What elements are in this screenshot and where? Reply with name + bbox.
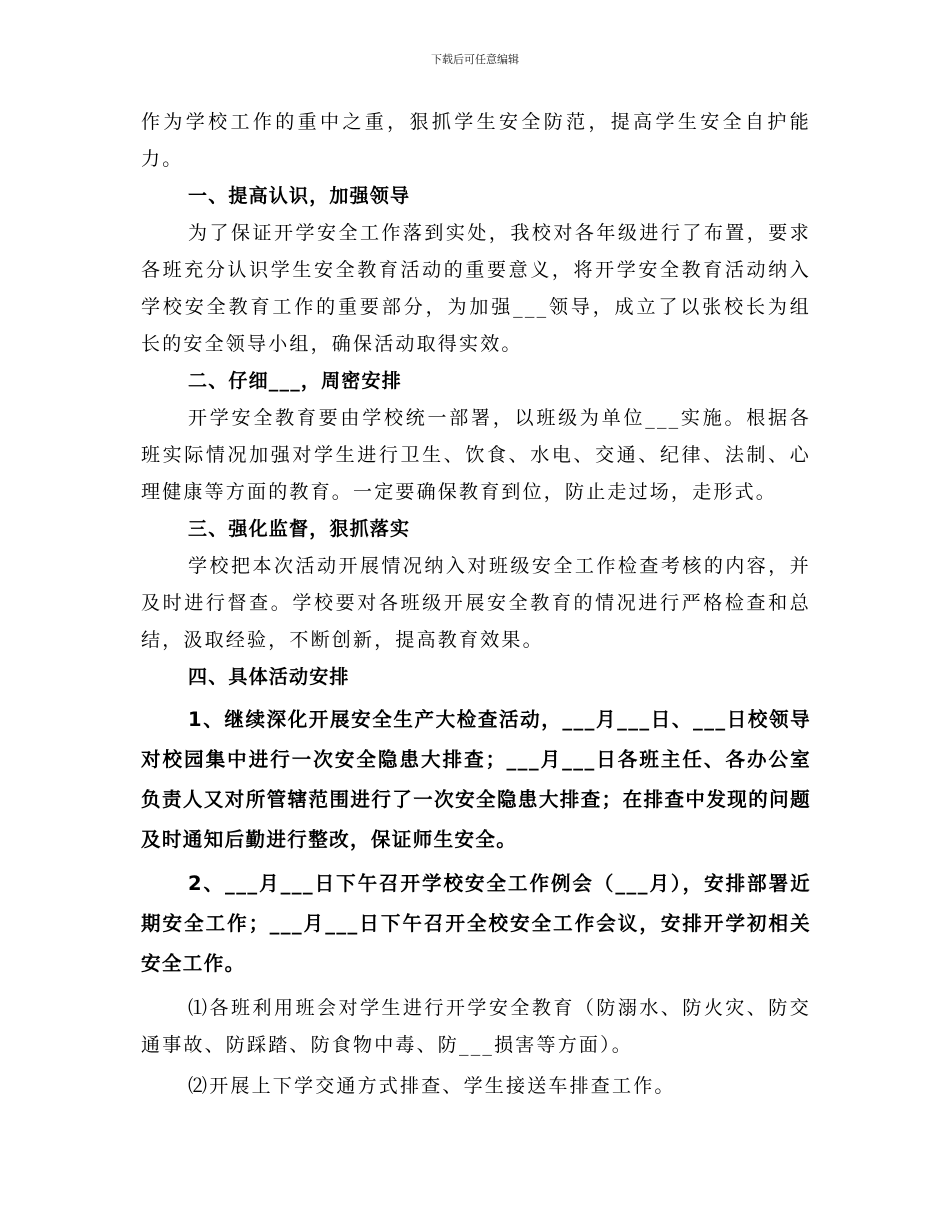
section-heading-3: 三、强化监督，狠抓落实 xyxy=(188,518,411,540)
section-heading-1: 一、提高认识，加强领导 xyxy=(188,185,411,207)
activity-item-2: 2、___月___日下午召开学校安全工作例会（___月），安排部署近期安全工作；___月___日下午召开全校安全工作会议，安排开学初相关安全工作。 xyxy=(141,872,811,975)
document-body xyxy=(141,104,811,1105)
sub-item-2: ⑵开展上下学交通方式排查、学生接送车排查工作。 xyxy=(188,1075,676,1097)
section-heading-4: 四、具体活动安排 xyxy=(188,666,350,688)
section-2-paragraph: 开学安全教育要由学校统一部署，以班级为单位___实施。根据各班实际情况加强对学生进行卫生、饮食、水电、交通、纪律、法制、心理健康等方面的教育。一定要确保教育到位，防止走过场，走形式。 xyxy=(141,407,811,503)
section-1-paragraph: 为了保证开学安全工作落到实处，我校对各年级进行了布置，要求各班充分认识学生安全教育活动的重要意义，将开学安全教育活动纳入学校安全教育工作的重要部分，为加强___领导，成立了以张校长为组长的安全领导小组，确保活动取得实效。 xyxy=(141,222,811,355)
page-header: 下载后可任意编辑 xyxy=(431,53,519,66)
intro-paragraph: 作为学校工作的重中之重，狠抓学生安全防范，提高学生安全自护能力。 xyxy=(141,111,811,170)
activity-item-1: 1、继续深化开展安全生产大检查活动，___月___日、___日校领导对校园集中进行一次安全隐患大排查；___月___日各班主任、各办公室负责人又对所管辖范围进行了一次安全隐患大排查；在排查中发现的问题及时通知后勤进行整改，保证师生安全。 xyxy=(141,708,811,851)
sub-item-1: ⑴各班利用班会对学生进行开学安全教育（防溺水、防火灾、防交通事故、防踩踏、防食物中毒、防___损害等方面）。 xyxy=(141,997,811,1056)
section-3-paragraph: 学校把本次活动开展情况纳入对班级安全工作检查考核的内容，并及时进行督查。学校要对各班级开展安全教育的情况进行严格检查和总结，汲取经验，不断创新，提高教育效果。 xyxy=(141,555,811,651)
section-heading-2: 二、仔细___，周密安排 xyxy=(188,370,402,392)
